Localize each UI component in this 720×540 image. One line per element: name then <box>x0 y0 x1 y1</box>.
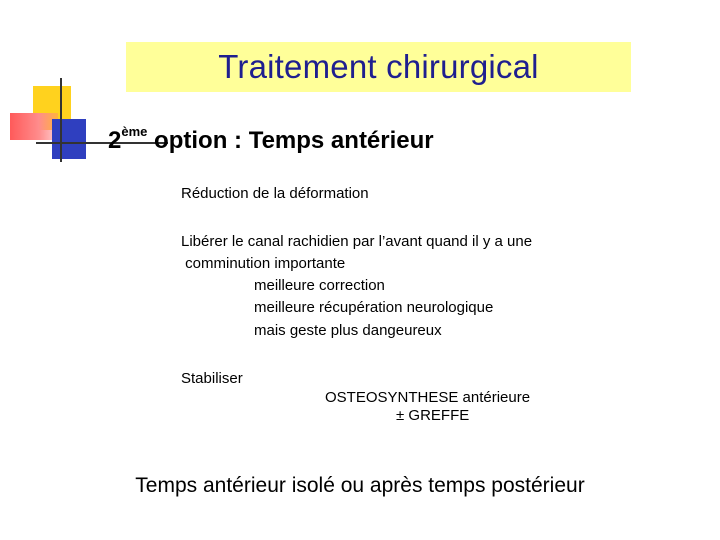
option-heading <box>108 124 434 155</box>
decor-vertical-line <box>60 78 62 162</box>
osteosynthese-text: OSTEOSYNTHESE antérieure <box>325 389 531 406</box>
reduction-text: Réduction de la déformation <box>181 185 369 202</box>
benefit-neuro: meilleure récupération neurologique <box>254 299 494 316</box>
risk-text: mais geste plus dangeureux <box>254 322 442 339</box>
liberer-text-line1: Libérer le canal rachidien par l’avant quand il y a une <box>181 233 533 250</box>
stabiliser-text: Stabiliser <box>181 370 243 387</box>
option-superscript: ème <box>121 124 148 139</box>
slide-title: Traitement chirurgical <box>218 48 539 85</box>
liberer-text-line2: comminution importante <box>181 255 346 272</box>
benefit-correction: meilleure correction <box>254 277 385 294</box>
option-number: 2 <box>108 127 122 154</box>
decor-blue-square <box>52 119 86 159</box>
option-heading-text: option : Temps antérieur <box>147 127 434 154</box>
decor-red-bar <box>10 113 58 140</box>
conclusion-text: Temps antérieur isolé ou après temps postérieur <box>135 474 585 497</box>
greffe-text: ± GREFFE <box>396 407 470 424</box>
